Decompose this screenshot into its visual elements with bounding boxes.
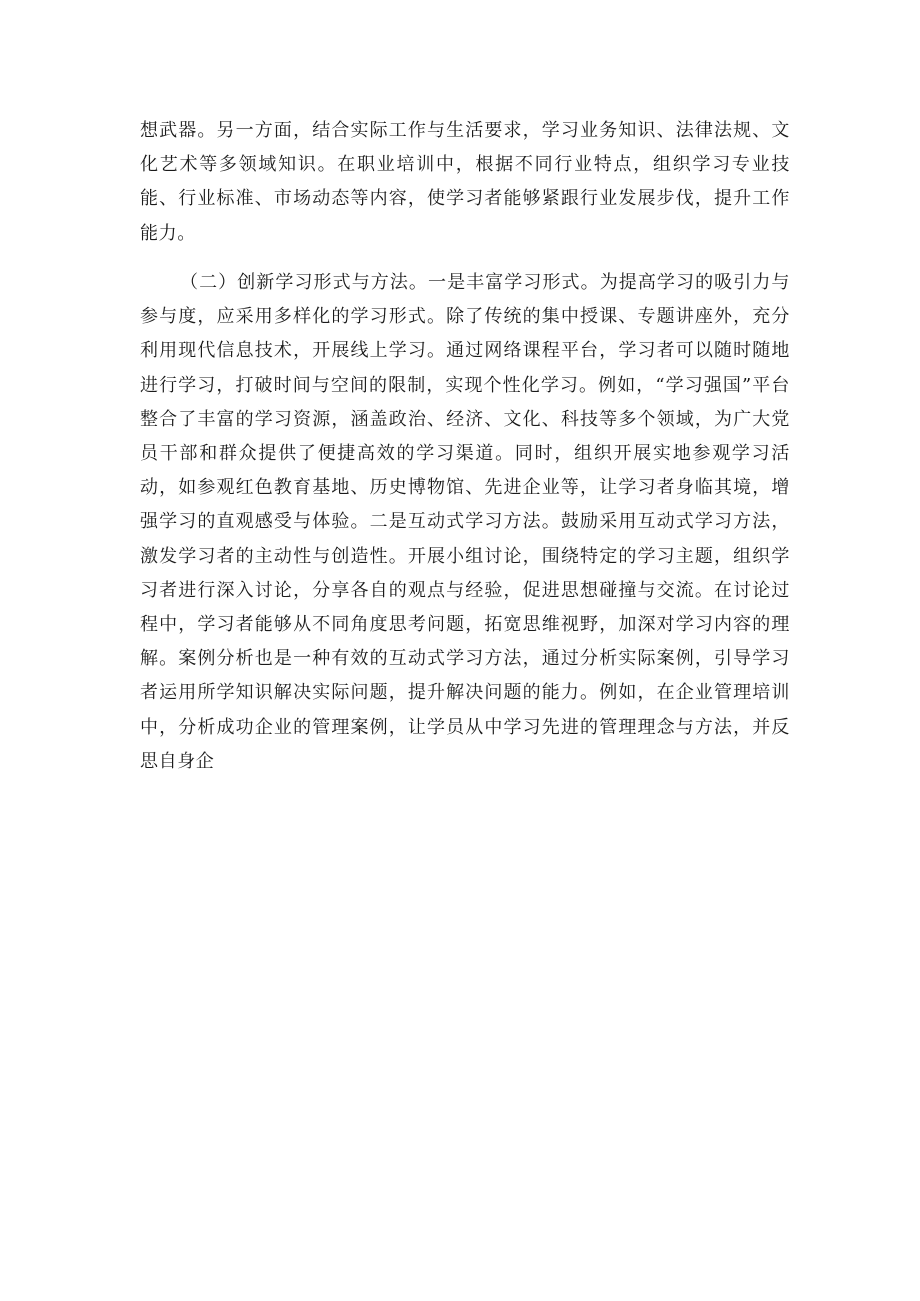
body-paragraph-1: 想武器。另一方面，结合实际工作与生活要求，学习业务知识、法律法规、文化艺术等多领域知识。在职业培训中，根据不同行业特点，组织学习专业技能、行业标准、市场动态等内容，使学习者能够紧跟行业发展步伐，提升工作能力。 — [140, 120, 790, 244]
body-paragraph-2: （二）创新学习形式与方法。一是丰富学习形式。为提高学习的吸引力与参与度，应采用多样化的学习形式。除了传统的集中授课、专题讲座外，充分利用现代信息技术，开展线上学习。通过网络课程平台，学习者可以随时随地进行学习，打破时间与空间的限制，实现个性化学习。例如，“学习强国”平台整合了丰富的学习资源，涵盖政治、经济、文化、科技等多个领域，为广大党员干部和群众提供了便捷高效的学习渠道。同时，组织开展实地参观学习活动，如参观红色教育基地、历史博物馆、先进企业等，让学习者身临其境，增强学习的直观感受与体验。二是互动式学习方法。鼓励采用互动式学习方法，激发学习者的主动性与创造性。开展小组讨论，围绕特定的学习主题，组织学习者进行深入讨论，分享各自的观点与经验，促进思想碰撞与交流。在讨论过程中，学习者能够从不同角度思考问题，拓宽思维视野，加深对学习内容的理解。案例分析也是一种有效的互动式学习方法，通过分析实际案例，引导学习者运用所学知识解决实际问题，提升解决问题的能力。例如，在企业管理培训中，分析成功企业的管理案例，让学员从中学习先进的管理理念与方法，并反思自身企 — [140, 272, 790, 772]
